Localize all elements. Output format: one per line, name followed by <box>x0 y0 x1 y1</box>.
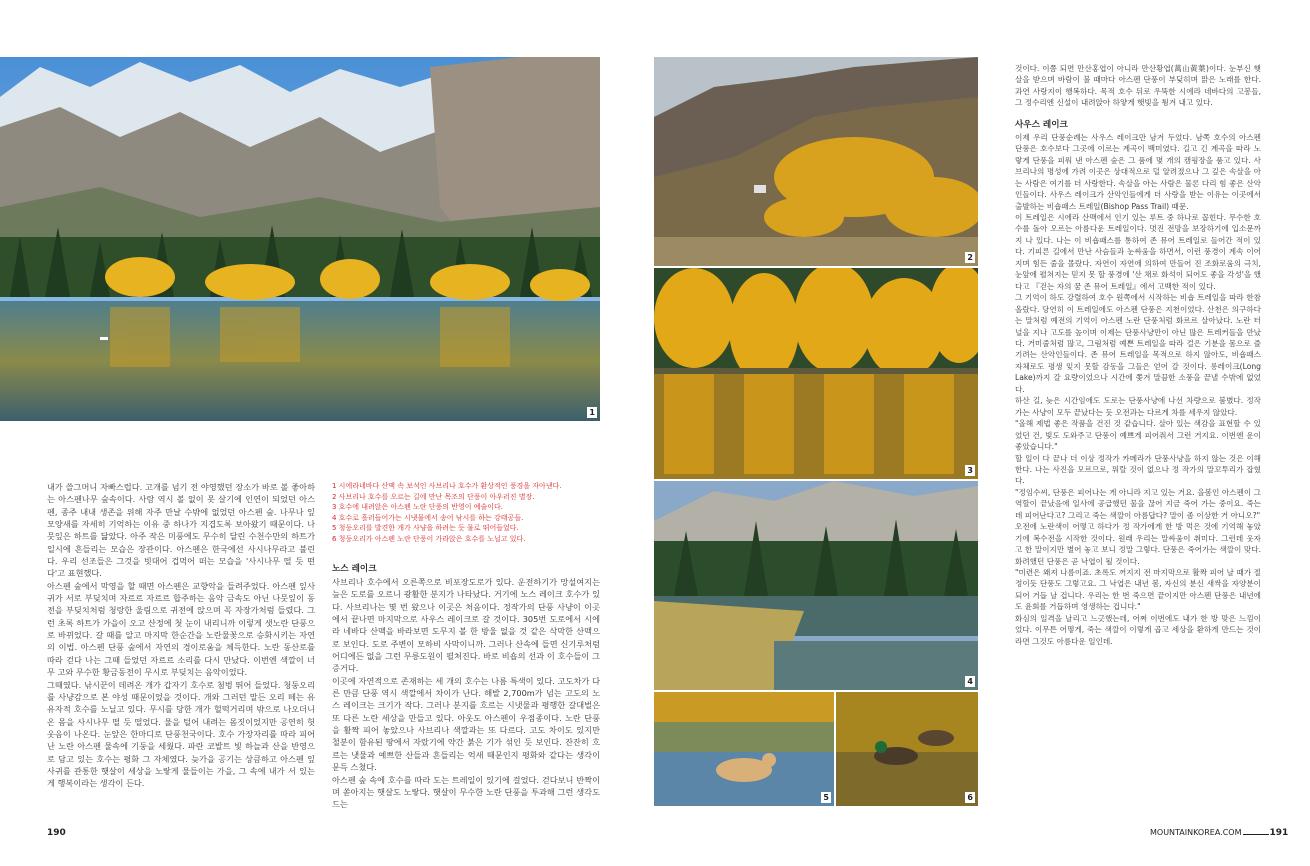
caption-6: 6 청둥오리가 아스펜 노란 단풍이 가라앉은 호수를 노닐고 있다. <box>332 534 526 543</box>
site-name: MOUNTAINKOREA.COM <box>1150 828 1242 837</box>
body-paragraph: 사브리나 호수에서 오른쪽으로 비포장도로가 있다. 운전하기가 망설여지는 늪은 도로를 오르니 광활한 분지가 나타났다. 거기에 노스 레이크 호수가 있다. 사브리나는 몇 번 왔으나 이곳은 처음이다. 정작가의 단풍 사냥이 이곳에서 끝나면 마지막으로 사우스 레이크로 갈 것이다. 305번 도로에서 시에라 네바다 산맥을 바라보면 도무지 볼 한 방울 없을 것 같은 삭막한 산맥으로 보인다. 도로 주변이 모하비 사막이니까. 그러나 산속에 들면 신기루처럼 어디에든 없을 그런 무릉도원이 펼쳐진다. 바로 비숍의 선과 이 호수들이 그 증거다. <box>332 577 600 674</box>
body-paragraph: "정임수씨, 단풍은 피어나는 게 아니라 지고 있는 거요. 을봄인 아스펜이 그 역할이 끝났음에 일사에 공급했던 물을 끊어 지금 죽어 가는 중이요. 죽는 데 피어난다고? 그리고 죽는 색깔이 아름답다? 말이 좀 이상한 거 아니오?" <box>1015 487 1261 520</box>
body-paragraph: 이곳에 자연적으로 존재하는 세 개의 호수는 나름 특색이 있다. 고도차가 다른 만큼 단풍 역시 색깔에서 차이가 난다. 해발 2,700m가 넘는 고도의 노스 레이크는 크기가 작다. 그러나 분지를 흐르는 시냇물과 평행한 갈대벌은 또 다른 노란 세상을 만들고 있다. 아웃도 아스펜이 우점종이다. 노란 단풍을 활짝 피어 놓았으나 사브리나 색깔과는 또 다르다. 고도 차이도 있지만 철분이 함유된 땅에서 자랐기에 약간 붉은 기가 섞인 듯 보인다. 잔잔히 흐르는 냇물과 예쁘한 산들과 흔들리는 억새 때문인지 평화와 같다는 생각이 문득 스쳤다. <box>332 675 600 773</box>
body-paragraph: 화심의 일격을 날리고 느긋했는데, 어쩌 이번에도 내가 한 방 맞은 느낌이었다. 이무튼 어떻게, 죽는 색깔이 이렇게 곱고 세상을 환하게 만드는 것이라면 그것도 아름다운 일인데. <box>1015 613 1261 646</box>
caption-2: 2 사브리나 호수를 오르는 길에 만난 목조의 단풍이 아우러진 별장. <box>332 492 535 501</box>
page-number-right: 191 <box>1269 828 1289 838</box>
caption-1: 1 시에라네바다 산맥 속 보석인 사브리나 호수가 환상적인 풍경을 자아낸다. <box>332 482 562 490</box>
body-paragraph: 그 기억이 하도 강렬하여 호수 원쪽에서 시작하는 비숍 트레일을 따라 한참 올랐다. 당연히 이 트레일에도 아스펜 단풍은 지천이었다. 산천은 의구하다는 말처럼 예전의 기억이 아스펜 노란 단풍처럼 화르르 살아났다. 노란 터널을 지나 고도를 높이며 이제는 단풍사냥만이 아닌 많은 트레커들을 만났다. 거미줄처럼 많고, 그림처럼 예쁜 트레일을 따라 걸은 기분을 몸으로 즐기려는 산악인들이다. 존 뮤어 트레일을 목적으로 하지 않아도, 비숍패스 자체로도 평생 잊지 못할 감동을 그들은 얻어 갈 것이다. 롱레이크(Long Lake)까지 갈 요량이었으나 시간에 쫓겨 말끔한 소풍을 끝낼 수밖에 없었다. <box>1015 293 1261 394</box>
folio-rule <box>1243 834 1269 835</box>
right-body-column <box>1015 63 1261 811</box>
photo-captions <box>332 481 600 545</box>
page-number-left: 190 <box>47 828 66 838</box>
photo-aspen-reflection <box>654 268 978 479</box>
left-body-column <box>47 481 315 821</box>
caption-5: 5 청둥오리를 발견한 개가 사냥을 하려는 듯 물로 뛰어들었다. <box>332 524 519 533</box>
body-paragraph: 아스펜 숲 속에 호수를 따라 도는 트레일이 있기에 걸었다. 걷다보니 반짝이며 쏟아지는 햇살도 노랗다. 햇살이 무수한 노란 단풍을 투과해 그런 생각도 드는 <box>332 774 600 810</box>
middle-body-column <box>332 563 600 821</box>
photo-dog-in-water <box>654 692 834 806</box>
body-paragraph: 내가 쓸그머니 자빠스럽다. 고개를 넘기 전 야영했던 장소가 바로 볼 좋아하는 아스펜나무 숲속이다. 사람 역시 볼 없이 못 살기에 인연이 되었던 아스펜, 종주 내내 생존을 위해 자주 만날 수밖에 없었던 아스펜 숲. 나무나 잎 모양새를 자세히 기억하는 이유 중 하나가 지겹도록 보아왔기 때문이다. 나뭇잎은 하트를 닮았다. 아주 작은 미풍에도 무수히 달린 수천수만의 하트가 일시에 흔들리는 모습은 장관이다. 아스펜은 한국에선 사시나무라고 불린다. 우리 선조들은 그것을 빗대어 겁먹어 떠는 모습을 '사시나무 떨 듯 떤다'고 표현했다. <box>47 482 315 579</box>
photo-number: 2 <box>967 253 973 262</box>
caption-3: 3 호수에 내려앉은 아스펜 노란 단풍의 반영이 예술이다. <box>332 503 504 512</box>
photo-number: 1 <box>589 408 595 417</box>
body-paragraph: 이 트레일은 시에라 산맥에서 인기 있는 루트 중 하나로 꼽힌다. 무수한 호수를 돌아 오르는 아름다운 트레일이다. 멋진 전망을 보장하기에 입소문까지 나 있다. 나는 이 비숍패스를 통하여 존 뮤어 트레일로 들어간 적이 있다. 기피른 길에서 만난 사슴들과 눈싸움을 하면서, 이런 풍경이 계속 이어지며 힘든 줄을 몰랐다. 자연이 자연에 의하여 만들어 진 조화로움의 극치, 눈앞에 펼쳐지는 믿지 못 할 풍경에 '산 채로 화석이 되어도 좋을 각성'을 했다고 『걷는 자의 꿈 존 뮤어 트레일』에서 고백한 적이 있다. <box>1015 212 1261 291</box>
body-paragraph: 아스펜 숲에서 막영을 할 때면 아스펜은 교향악을 들려주었다. 아스펜 잎사귀가 서로 부딪치며 자르르 자르르 합주하는 음악 금속도 아닌 나뭇잎이 동전을 부딪치처럼 청랑한 울림으로 귀전에 앉으며 꼭 자장가처럼 들렸다. 그런 초록 하트가 가을이 오고 산정에 첫 눈이 내리니까 이렇게 샛노란 단풍으로 바뀌었다. 갈 때를 알고 마지막 한순간을 노란물꽃으로 승화시키는 자연의 이법. 아스펜 단풍 숲에서 자연의 경이로움을 체득한다. 노란 동산로를 따라 걷다 나는 그때 들었던 자르르 소리를 다시 만났다. 이번엔 색깔이 너무 고와 무수한 황금동전이 무시로 부딪치는 음악이었다. <box>47 580 315 678</box>
body-paragraph: 이제 우리 단풍순례는 사우스 레이크만 남겨 두었다. 남쪽 호수의 아스펜 단풍은 호수보다 그곳에 이르는 계곡이 백미였다. 길고 긴 계곡을 따라 노랗게 단풍을 피워 낸 아스펜 숲은 그 품에 몇 개의 캠핑장을 품고 있다. 사브리나의 명성에 가려 이곳은 상대적으로 덜 알려졌으나 그 깊은 속살을 아는 사람은 여기를 더 사랑한다. 속살을 아는 사람은 물론 다리 힘 좋은 산악인들이다. 사우스 레이크가 산악인들에게 더 사랑을 받는 이유는 이곳에서 출발하는 비숍패스 트레일(Bishop Pass Trail) 때문. <box>1015 132 1261 211</box>
photo-hillside-cabin <box>654 57 978 266</box>
section-heading-south-lake: 사우스 레이크 <box>1015 119 1068 130</box>
photo-number: 4 <box>967 677 973 686</box>
photo-number: 3 <box>967 466 973 475</box>
body-paragraph: 그때였다. 낚시꾼이 데려온 개가 갑자기 호수로 첨벙 뛰어 들었다. 청둥오리를 사냥감으로 본 야성 때문이었을 것이다. 개와 그러던 말든 오리 떼는 유유자적 호수를 노닐고 있다. 무시를 당한 개가 헐떡거리며 밖으로 나오더니 온 몸을 사시나무 떨 듯 떨었다. 물을 털어 내려는 몸짓이었지만 공연히 헛웃음이 나온다. 눈앞은 한마디로 단풍천국이다. 호수 가장자리를 따라 피어난 노란 아스펜 물속에 기둥을 세웠다. 파란 코발트 빛 하늘과 산을 반영으로 담고 있는 호수는 평화 그 자체였다. 늦가을 공기는 상큼하고 아스펜 잎사귀를 관통한 햇살이 세상을 노랗게 물들이는 가을, 그 속에 내가 서 있는 게 행복이라는 생각이 든다. <box>47 679 315 789</box>
body-paragraph: "미련은 왜져 나름이죠. 초록도 꺼지지 전 마지막으로 활짝 피어 날 때가 절정이듯 단풍도 그렇고요. 그 낙엽은 내년 봄, 자신의 분신 새싹을 자양분이 되어 거듭 날 겁니다. 우리는 한 번 죽으면 끝이지만 아스펜 단풍은 내년에도 윤회를 거듭하며 영생하는 겁니다." <box>1015 568 1261 612</box>
body-paragraph: 할 일이 다 끝나 더 이상 정작가 카메라가 단풍사냥을 하지 않는 것은 이해한다. 나는 사진을 모르므로, 뭐랄 것이 없으나 정 작가의 말꼬투리가 잡혔다. <box>1015 453 1261 486</box>
section-heading-north-lake: 노스 레이크 <box>332 564 377 574</box>
body-paragraph: 것이다. 이쯤 되면 만산홍엽이 아니라 만산황엽(萬山黃葉)이다. 눈부신 햇살을 받으며 바람이 불 때마다 아스펜 단풍이 부딪히며 맑은 노래를 한다. 과연 사랑지이 행복하다. 목적 호수 뒤로 우뚝한 시에라 네바다의 고봉들, 그 정수리엔 신설이 내려앉아 하얗게 햇빛을 튕겨 내고 있다. <box>1015 64 1261 108</box>
photo-stream-fishing <box>654 481 978 690</box>
folio-right <box>1150 828 1288 838</box>
caption-4: 4 호수로 흘러들어가는 시냇물에서 송어 낚시를 하는 강태공들. <box>332 513 524 522</box>
body-paragraph: 오전에 노란색이 어떻고 하다가 정 작가에게 한 방 먹은 것에 기억해 놓았기에 복수전을 시작한 것이다. 원래 우리는 말싸움이 취미다. 그런데 웃자고 한 말이지만 별어 놓고 보니 정말 그렇다. 단풍은 죽어가는 색깔이 맞다. 화려했던 단풍은 곧 낙엽이 될 것이다. <box>1015 522 1261 566</box>
body-paragraph: 하산 길, 늦은 시간임에도 도로는 단풍사냥에 나선 차량으로 붐볐다. 정작가는 사냥이 모두 끝났다는 듯 오전과는 다르게 차를 세우지 않았다. <box>1015 396 1261 417</box>
photo-number: 5 <box>823 793 829 802</box>
photo-mallard-ducks <box>836 692 978 806</box>
photo-lake-panorama <box>0 57 600 421</box>
body-paragraph: "올해 제법 좋은 작품을 건진 것 같습니다. 살아 있는 색감을 표현할 수 있었던 건, 빛도 도와주고 단풍이 예쁘게 피어줘서 그런 거지요. 이번엔 운이 좋았습니다." <box>1015 419 1261 452</box>
photo-number: 6 <box>967 793 973 802</box>
